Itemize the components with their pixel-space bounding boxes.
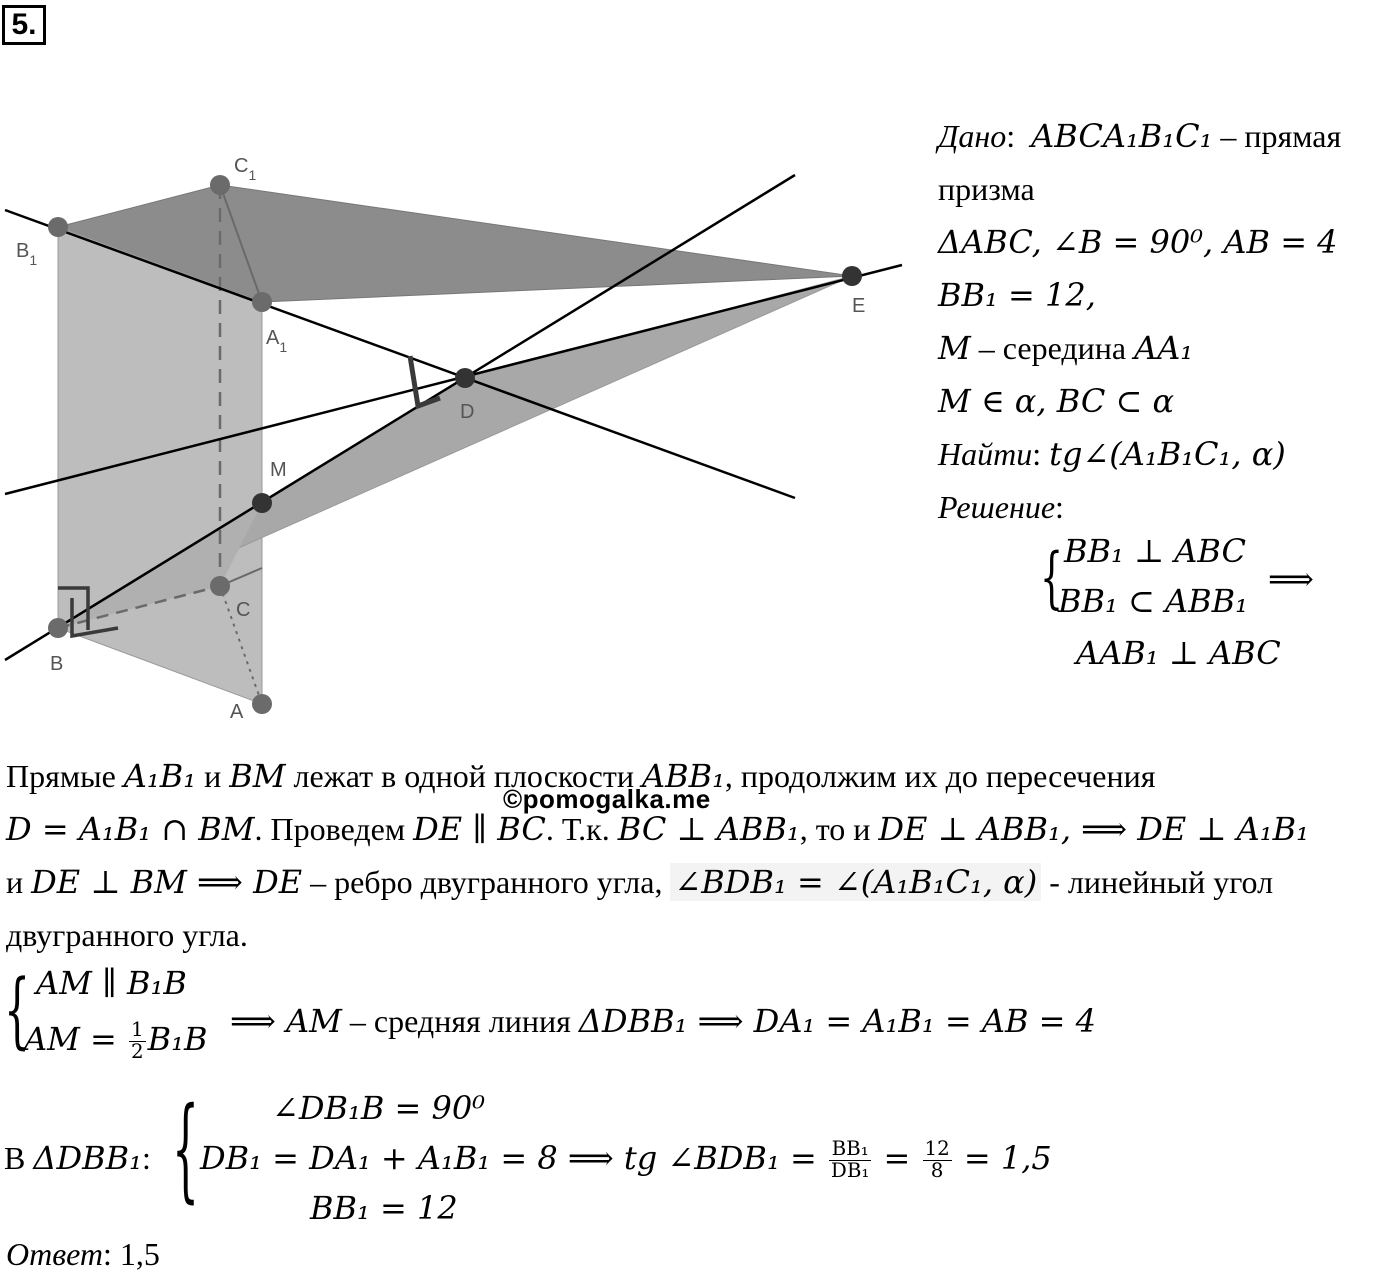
fraction-half: $\frac{1}{2}$ <box>131 1018 144 1063</box>
brace-icon: { <box>4 963 31 1058</box>
para-r1-d: , продолжим их до пересечения <box>724 758 1156 794</box>
find-label: Найти <box>938 436 1033 472</box>
solution-label: Решение <box>938 489 1056 525</box>
para-r3-b: – ребро двугранного угла, <box>302 864 671 900</box>
fraction-bb1-db1: $\frac{\text{BB₁}}{\text{DB₁}}$ <box>830 1137 870 1182</box>
para-r2-a: . Проведем <box>254 811 414 847</box>
para-r2-b: . Т.к. <box>545 811 618 847</box>
given-aa1: AA₁ <box>1134 329 1194 367</box>
point-c <box>210 576 230 596</box>
label-c: C <box>236 599 251 621</box>
system-midline <box>4 960 1204 1080</box>
point-d <box>455 368 475 388</box>
sys1-line2: AM = $\frac{1}{2}$ B₁B <box>24 1018 208 1063</box>
answer-value: : 1,5 <box>103 1236 160 1272</box>
label-d: D <box>460 401 475 423</box>
given-prism: ABCA₁B₁C₁ <box>1031 117 1213 155</box>
label-c1: $C_1$ <box>234 155 257 183</box>
brace-icon: { <box>1040 539 1064 616</box>
para-r1-a: Прямые <box>6 758 124 794</box>
para-r2-c: , то и <box>799 811 879 847</box>
answer-label: Ответ <box>6 1236 103 1272</box>
label-e: E <box>852 295 866 317</box>
label-m: M <box>270 459 287 481</box>
para-r3-c: - линейный угол <box>1041 864 1274 900</box>
point-e <box>842 266 862 286</box>
given-bb1: BB₁ = 12, <box>938 276 1096 314</box>
system-right-line1: BB₁ ⊥ ABC <box>1064 532 1246 570</box>
point-b1 <box>48 217 68 237</box>
given-m: M <box>938 329 971 367</box>
label-a: A <box>230 701 244 723</box>
given-label: Дано <box>938 118 1007 154</box>
sys1-conclusion: ⟹ AM – средняя линия ΔDBB₁ ⟹ DA₁ = A₁B₁ = AB = 4 <box>230 1002 1096 1040</box>
label-a1: $A_1$ <box>266 327 288 355</box>
para-r1-m3: ABB₁ <box>641 757 725 795</box>
point-b <box>48 618 68 638</box>
fraction-12-8: $\frac{12}{8}$ <box>924 1137 950 1182</box>
answer <box>6 1236 160 1273</box>
system-right-line2: BB₁ ⊂ ABB₁ <box>1058 582 1248 620</box>
para-r1-b: и <box>196 758 230 794</box>
point-a <box>252 694 272 714</box>
find-expr: tg∠(A₁B₁C₁, α) <box>1049 435 1286 473</box>
system-tangent <box>4 1085 1304 1235</box>
para-r2-m2: DE ∥ BC <box>413 810 546 848</box>
para-r1-c: лежат в одной плоскости <box>285 758 642 794</box>
sys2-line2: DB₁ = DA₁ + A₁B₁ = 8 ⟹ tg ∠BDB₁ = $\frac{\text{BB₁}}{\text{DB₁}}$ = $\frac{12}{8}$ = 1,5 <box>200 1137 1052 1182</box>
sys2-line1: ∠DB₁B = 90⁰ <box>272 1089 486 1127</box>
label-b1: $B_1$ <box>16 240 38 268</box>
para-r1-m2: BM <box>229 757 286 795</box>
system-right-implies: ⟹ <box>1268 560 1314 598</box>
system-right-result: AAB₁ ⊥ ABC <box>1076 634 1281 672</box>
given-midpoint-text: – середина <box>970 330 1135 366</box>
given-block: Дано: ABCA₁B₁C₁ – прямая призма ΔABC, ∠B = 90⁰, AB = 4 BB₁ = 12, M – середина AA₁ M ∈ α, BC ⊂ α Найти: tg∠(A₁B₁C₁, α) Решение: <box>938 110 1400 534</box>
sys2-line3: BB₁ = 12 <box>310 1189 458 1227</box>
para-r4: двугранного угла. <box>6 917 248 953</box>
para-r2-m3: BC ⊥ ABB₁ <box>617 810 800 848</box>
given-plane: M ∈ α, BC ⊂ α <box>938 382 1175 420</box>
para-r3-m2: ∠BDB₁ = ∠(A₁B₁C₁, α) <box>670 863 1041 901</box>
para-r2-m4: DE ⊥ ABB₁, ⟹ DE ⊥ A₁B₁ <box>878 810 1309 848</box>
sys1-line1: AM ∥ B₁B <box>36 964 187 1002</box>
label-b: B <box>50 653 64 675</box>
para-r2-m1: D = A₁B₁ ∩ BM <box>6 810 255 848</box>
brace-icon: { <box>172 1084 200 1214</box>
given-prism-text: – прямая <box>1212 118 1342 154</box>
given-triangle: ΔABC, ∠B = 90⁰, AB = 4 <box>938 223 1338 261</box>
para-r1-m1: A₁B₁ <box>123 757 197 795</box>
point-m <box>252 493 272 513</box>
problem-number: 5. <box>2 5 46 45</box>
para-r3-m1: DE ⊥ BM ⟹ DE <box>31 863 303 901</box>
prism-figure <box>0 150 910 730</box>
given-line2: призма <box>938 171 1035 207</box>
para-r3-a: и <box>6 864 32 900</box>
solution-paragraph <box>6 750 1400 962</box>
sys2-lead: В ΔDBB₁: <box>4 1139 151 1177</box>
watermark: ©pomogalka.me <box>503 784 711 814</box>
point-a1 <box>252 292 272 312</box>
point-c1 <box>210 175 230 195</box>
